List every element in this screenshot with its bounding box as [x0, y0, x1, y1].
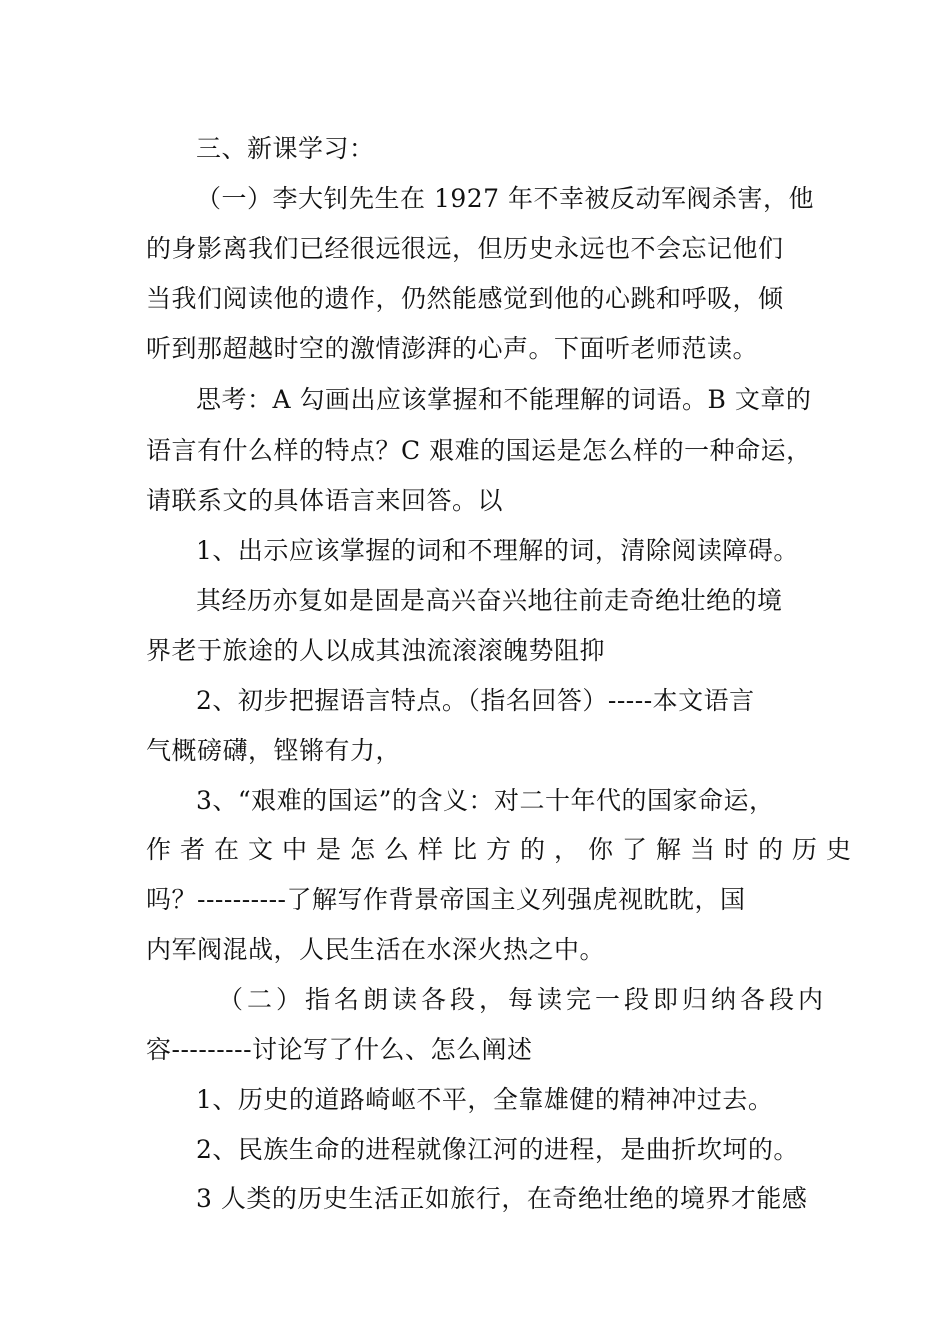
paragraph-line: 3、“艰难的国运”的含义：对二十年代的国家命运，	[196, 786, 775, 815]
paragraph-line: 请联系文的具体语言来回答。以	[146, 486, 504, 515]
paragraph-line: 气概磅礴，铿锵有力，	[146, 736, 402, 765]
paragraph-line: 语言有什么样的特点？C 艰难的国运是怎么样的一种命运，	[146, 436, 812, 465]
section-heading: 三、新课学习：	[196, 134, 375, 163]
paragraph-line: 1、出示应该掌握的词和不理解的词，清除阅读障碍。	[196, 536, 799, 565]
paragraph-line: （二）指名朗读各段，每读完一段即归纳各段内	[218, 985, 828, 1014]
paragraph-line: 思考：A 勾画出应该掌握和不能理解的词语。B 文章的	[196, 385, 812, 414]
paragraph-line: （一）李大钊先生在 1927 年不幸被反动军阀杀害，他	[196, 184, 815, 213]
paragraph-line: 界老于旅途的人以成其浊流滚滚魄势阻抑	[146, 636, 606, 665]
paragraph-line: 其经历亦复如是固是高兴奋兴地往前走奇绝壮绝的境	[196, 586, 783, 615]
paragraph-line: 当我们阅读他的遗作，仍然能感觉到他的心跳和呼吸，倾	[146, 284, 784, 313]
paragraph-line: 2、民族生命的进程就像江河的进程，是曲折坎坷的。	[196, 1135, 799, 1164]
paragraph-line: 内军阀混战，人民生活在水深火热之中。	[146, 935, 606, 964]
paragraph-line: 3 人类的历史生活正如旅行，在奇绝壮绝的境界才能感	[196, 1184, 808, 1213]
paragraph-line: 2、初步把握语言特点。（指名回答）-----本文语言	[196, 686, 755, 715]
paragraph-line: 作者在文中是怎么样比方的，你了解当时的历史	[146, 835, 861, 864]
paragraph-line: 容---------讨论写了什么、怎么阐述	[146, 1035, 533, 1064]
paragraph-line: 听到那超越时空的激情澎湃的心声。下面听老师范读。	[146, 334, 759, 363]
paragraph-line: 的身影离我们已经很远很远，但历史永远也不会忘记他们	[146, 234, 784, 263]
paragraph-line: 吗？----------了解写作背景帝国主义列强虎视眈眈，国	[146, 885, 746, 914]
paragraph-line: 1、历史的道路崎岖不平，全靠雄健的精神冲过去。	[196, 1085, 774, 1114]
